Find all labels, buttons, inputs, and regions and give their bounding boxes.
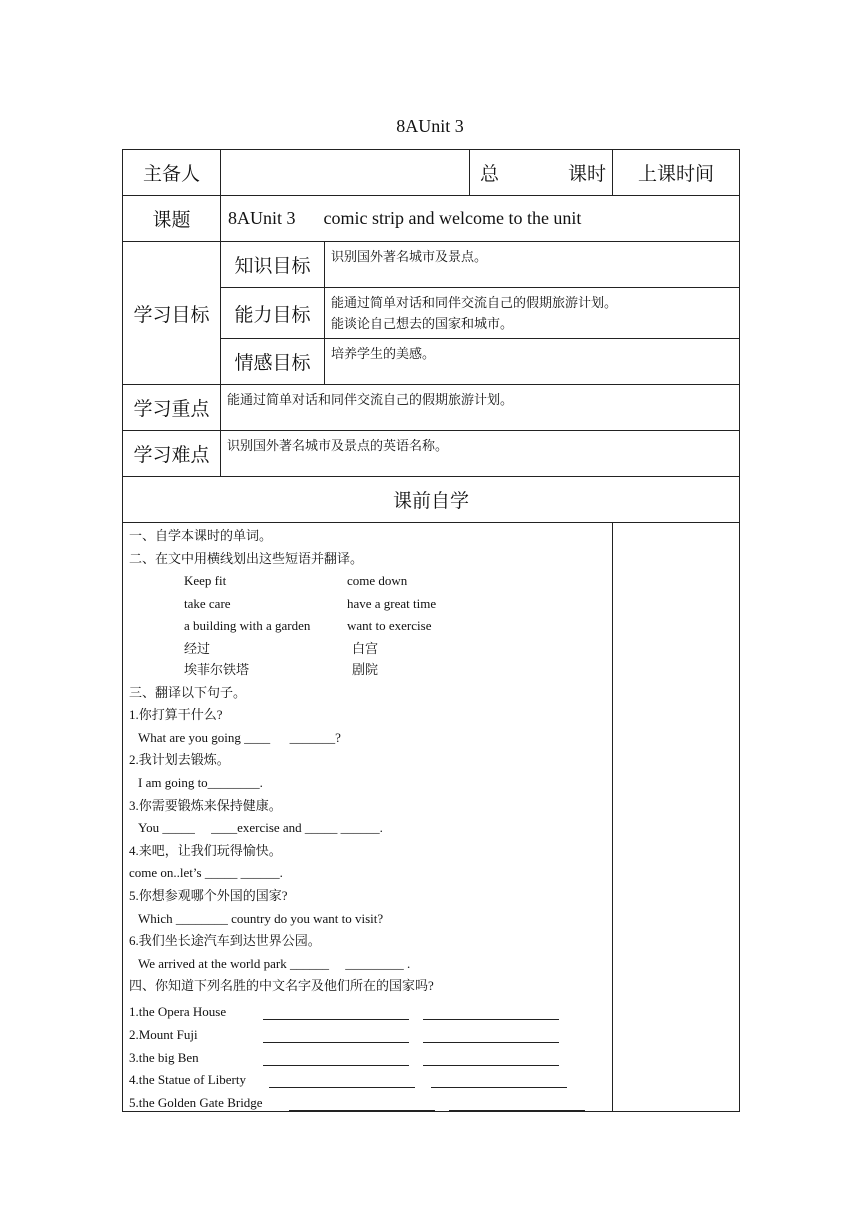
place-row — [129, 998, 606, 1021]
phrase-row — [129, 659, 606, 682]
goal-knowledge-label: 知识目标 — [221, 242, 325, 288]
answer-blank — [269, 1073, 415, 1088]
answer-blank — [263, 1005, 409, 1020]
preparer-label: 主备人 — [123, 150, 221, 196]
answer-blank — [289, 1096, 435, 1111]
goal-ability-line2: 能谈论自己想去的国家和城市。 — [331, 316, 514, 331]
topic-value — [221, 196, 740, 242]
topic-title: comic strip and welcome to the unit — [323, 208, 582, 228]
total-lessons-cell — [470, 150, 613, 196]
phrase-row — [129, 638, 606, 659]
place-row — [129, 1020, 606, 1043]
answer-blank — [263, 1028, 409, 1043]
phrase-left: take care — [184, 595, 231, 611]
place-name: 4.the Statue of Liberty — [129, 1072, 246, 1088]
phrase-row — [129, 615, 606, 638]
phrase-left: Keep fit — [184, 573, 227, 589]
phrase-left: a building with a garden — [184, 618, 311, 634]
goal-ability-text — [325, 288, 740, 339]
goal-emotion-text: 培养学生的美感。 — [325, 339, 740, 385]
answer-4: come on..let’s _____ ______. — [129, 865, 283, 881]
phrase-right: have a great time — [347, 595, 437, 611]
section-3-text: 三、翻译以下句子。 — [129, 684, 247, 700]
section-1-text: 一、自学本课时的单词。 — [129, 528, 273, 543]
place-name: 3.the big Ben — [129, 1049, 199, 1065]
phrase-right: 剧院 — [352, 661, 379, 677]
key-point-label: 学习重点 — [123, 385, 221, 431]
answer-blank — [423, 1028, 559, 1043]
goal-emotion-label: 情感目标 — [221, 339, 325, 385]
goal-ability-line1: 能通过简单对话和同伴交流自己的假期旅游计划。 — [331, 295, 618, 310]
phrase-right: 白宫 — [352, 640, 379, 656]
phrase-right: want to exercise — [347, 618, 432, 634]
preparer-value — [221, 150, 470, 196]
class-time-cell — [613, 150, 740, 196]
goal-knowledge-text: 识别国外著名城市及景点。 — [325, 242, 740, 288]
place-row — [129, 1088, 606, 1111]
place-name: 5.the Golden Gate Bridge — [129, 1094, 263, 1110]
phrase-row — [129, 593, 606, 616]
key-point-text: 能通过简单对话和同伴交流自己的假期旅游计划。 — [221, 385, 740, 431]
place-row — [129, 1043, 606, 1066]
question-5: 5.你想参观哪个外国的国家? — [129, 887, 288, 903]
answer-blank — [423, 1005, 559, 1020]
topic-unit: 8AUnit 3 — [228, 208, 296, 228]
question-3: 3.你需要锻炼来保持健康。 — [129, 797, 282, 813]
question-6: 6.我们坐长途汽车到达世界公园。 — [129, 933, 321, 949]
answer-5: Which ________ country do you want to visit? — [138, 910, 384, 926]
answer-1: What are you going ____ _______? — [138, 729, 341, 745]
goals-label: 学习目标 — [123, 242, 221, 385]
answer-blank — [449, 1096, 585, 1111]
question-2: 2.我计划去锻炼。 — [129, 752, 230, 768]
preview-body — [123, 523, 613, 1112]
answer-6: We arrived at the world park ______ _________ . — [138, 955, 411, 971]
answer-2: I am going to________. — [138, 774, 263, 790]
phrase-left: 埃菲尔铁塔 — [184, 661, 250, 677]
answer-blank — [431, 1073, 567, 1088]
goal-ability-label: 能力目标 — [221, 288, 325, 339]
notes-column — [613, 523, 740, 1112]
topic-label: 课题 — [123, 196, 221, 242]
place-name: 2.Mount Fuji — [129, 1027, 198, 1043]
question-4: 4.来吧，让我们玩得愉快。 — [129, 842, 282, 858]
section-2-text: 二、在文中用横线划出这些短语并翻译。 — [129, 550, 364, 566]
lesson-plan-table — [122, 149, 740, 1112]
place-row — [129, 1066, 606, 1089]
answer-blank — [423, 1051, 559, 1066]
preview-heading: 课前自学 — [123, 477, 740, 523]
place-name: 1.the Opera House — [129, 1004, 227, 1020]
lesson-label: 课时 — [567, 164, 606, 185]
difficulty-label: 学习难点 — [123, 431, 221, 477]
difficulty-text: 识别国外著名城市及景点的英语名称。 — [221, 431, 740, 477]
answer-3: You _____ ____exercise and _____ ______. — [138, 820, 383, 836]
phrase-row — [129, 570, 606, 593]
document-title: 8AUnit 3 — [396, 116, 464, 136]
class-time-label: 上课时间 — [637, 164, 714, 185]
question-1: 1.你打算干什么? — [129, 707, 223, 723]
total-label: 总 — [480, 164, 500, 185]
section-4-text: 四、你知道下列名胜的中文名字及他们所在的国家吗? — [129, 978, 434, 994]
phrase-left: 经过 — [184, 640, 211, 656]
phrase-right: come down — [347, 573, 408, 589]
answer-blank — [263, 1051, 409, 1066]
